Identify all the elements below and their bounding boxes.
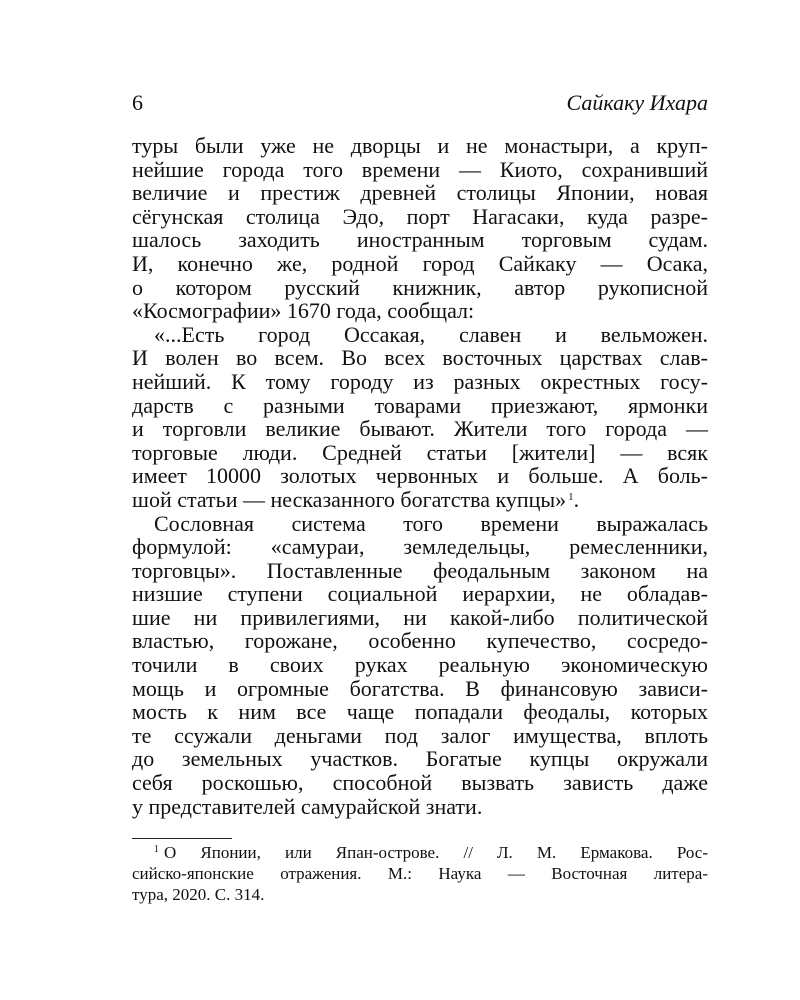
footnote-marker: 1 [154,844,159,855]
book-page [132,90,708,904]
text-line: величие и престиж древней столицы Японии, новая [132,180,708,206]
footnote-line-text: О Японии, или Япан-острове. // Л. М. Ермакова. Рос- [164,843,708,862]
page-header [132,90,708,120]
running-title: Сайкаку Ихара [566,90,708,115]
quote-line: И волен во всем. Во всех восточных царствах слав- [132,345,708,371]
footnote-divider [132,838,232,839]
quote-line: имеет 10000 золотых червонных и больше. А боль- [132,463,708,489]
text-line: «Космографии» 1670 года, сообщал: [132,298,475,324]
text-line: шие ни привилегиями, ни какой-либо политической [132,604,708,630]
text-line: Сословная система того времени выражалась [154,510,708,536]
text-line: торговцы». Поставленные феодальным законом на [132,557,708,583]
footnote [132,842,708,905]
text-line: мость к ним все чаще попадали феодалы, которых [132,699,708,725]
footnote-line [132,842,708,863]
quote-line-text: шой статьи — несказанного богатства купцы» [132,486,567,512]
quote-line: «...Есть город Оссакая, славен и вельможен. [154,321,708,347]
text-line: шалось заходить иностранным торговым судам. [132,227,708,253]
text-line: формулой: «самураи, земледельцы, ремесленники, [132,534,708,560]
footnote-line: тура, 2020. С. 314. [132,885,265,904]
page-number: 6 [132,90,143,115]
body-text [132,134,708,818]
text-line: мощь и огромные богатства. В финансовую зависи- [132,675,708,701]
quote-line: дарств с разными товарами приезжают, ярмонки [132,392,708,418]
quote-line: и торговли великие бывают. Жители того города — [132,416,708,442]
text-line: те ссужали деньгами под залог имущества, вплоть [132,722,708,748]
text-line: И, конечно же, родной город Сайкаку — Осака, [132,250,708,276]
text-line: у представителей самурайской знати. [132,793,483,819]
footnote-line: сийско-японские отражения. М.: Наука — Восточная литера- [132,864,708,883]
footnote-reference[interactable]: 1 [568,490,574,503]
quote-line: торговые люди. Средней статьи [жители] — всяк [132,439,708,465]
text-line: точили в своих руках реальную экономическую [132,652,708,678]
quote-line-with-footnote: шой статьи — несказанного богатства купцы» $^1$. [132,486,580,512]
text-line: сёгунская столица Эдо, порт Нагасаки, куда разре- [132,203,708,229]
text-line: о котором русский книжник, автор рукописной [132,274,708,300]
text-line: туры были уже не дворцы и не монастыри, а круп- [132,133,708,158]
text-line: нейшие города того времени — Киото, сохранивший [132,156,708,182]
quote-line: нейший. К тому городу из разных окрестных госу- [132,368,708,394]
text-line: властью, горожане, особенно купечество, сосредо- [132,628,708,654]
text-line: низшие ступени социальной иерархии, не обладав- [132,581,708,607]
text-line: до земельных участков. Богатые купцы окружали [132,746,708,772]
text-line: себя роскошью, способной вызвать зависть даже [132,770,708,796]
